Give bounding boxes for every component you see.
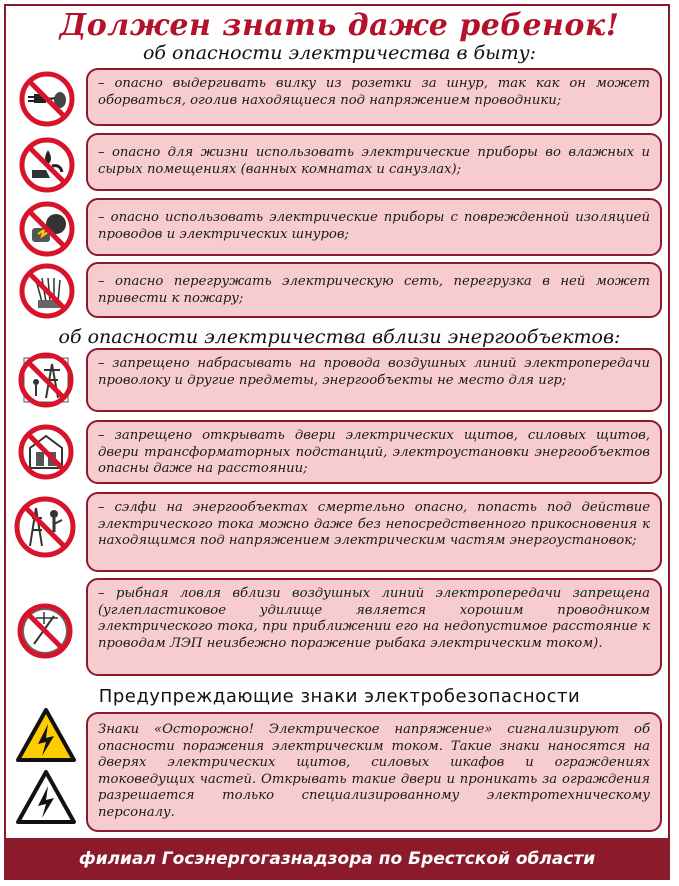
list-item: – запрещено набрасывать на провода воздушных линий электропередачи проволоку и другие предметы, энергообъекты не место для игр; — [86, 348, 662, 412]
section-signs-heading: Предупреждающие знаки электробезопасности — [98, 686, 581, 707]
list-item: – запрещено открывать двери электрических щитов, силовых щитов, двери трансформаторных подстанций, электроустановки энергообъектов опасны даже на расстоянии; — [86, 420, 662, 484]
signs-description: Знаки «Осторожно! Электрическое напряжение» сигнализируют об опасности поражения электрическим током. Такие знаки наносятся на дверях электрических щитов, силовых шкафов и ограждениях токоведущих частей. Открывать такие двери и проникать за ограждения разрешается только специализированному электротехническому персоналу. — [86, 712, 662, 832]
list-item: – рыбная ловля вблизи воздушных линий электропередачи запрещена (углепластиковое удилище является хорошим проводником электрического тока, при приближении его на недопустимое расстояние к проводам ЛЭП неизбежно поражение рыбака электрическим током). — [86, 578, 662, 676]
footer-banner: филиал Госэнергогазнадзора по Брестской области — [4, 838, 670, 880]
list-item: – сэлфи на энергообъектах смертельно опасно, попасть под действие электрического тока можно даже без непосредственного прикосновения к находящимся под напряжением электрическим частям энергоустановок; — [86, 492, 662, 572]
section-grid-heading: об опасности электричества вблизи энергообъектов: — [58, 326, 621, 348]
list-item: – опасно выдергивать вилку из розетки за шнур, так как он может оборваться, оголив находящиеся под напряжением проводники; — [86, 68, 662, 126]
plug-pull-prohibited-icon — [18, 70, 76, 128]
list-item: – опасно перегружать электрическую сеть, перегрузка в ней может привести к пожару; — [86, 262, 662, 318]
section-home-heading: об опасности электричества в быту: — [142, 42, 537, 64]
substation-prohibited-icon — [16, 422, 76, 482]
list-item: – опасно для жизни использовать электрические приборы во влажных и сырых помещениях (ванных комнатах и санузлах); — [86, 133, 662, 191]
selfie-prohibited-icon — [12, 494, 78, 560]
damaged-cord-prohibited-icon — [18, 200, 76, 258]
list-item: – опасно использовать электрические приборы с поврежденной изоляцией проводов и электрических шнуров; — [86, 198, 662, 256]
fishing-prohibited-icon — [14, 600, 76, 662]
wet-room-prohibited-icon — [18, 136, 76, 194]
high-voltage-warning-icon — [14, 706, 78, 764]
poster-title: Должен знать даже ребенок! — [59, 8, 620, 43]
lightning-warning-icon — [14, 768, 78, 826]
overload-prohibited-icon — [18, 262, 76, 320]
power-line-prohibited-icon — [16, 350, 76, 410]
